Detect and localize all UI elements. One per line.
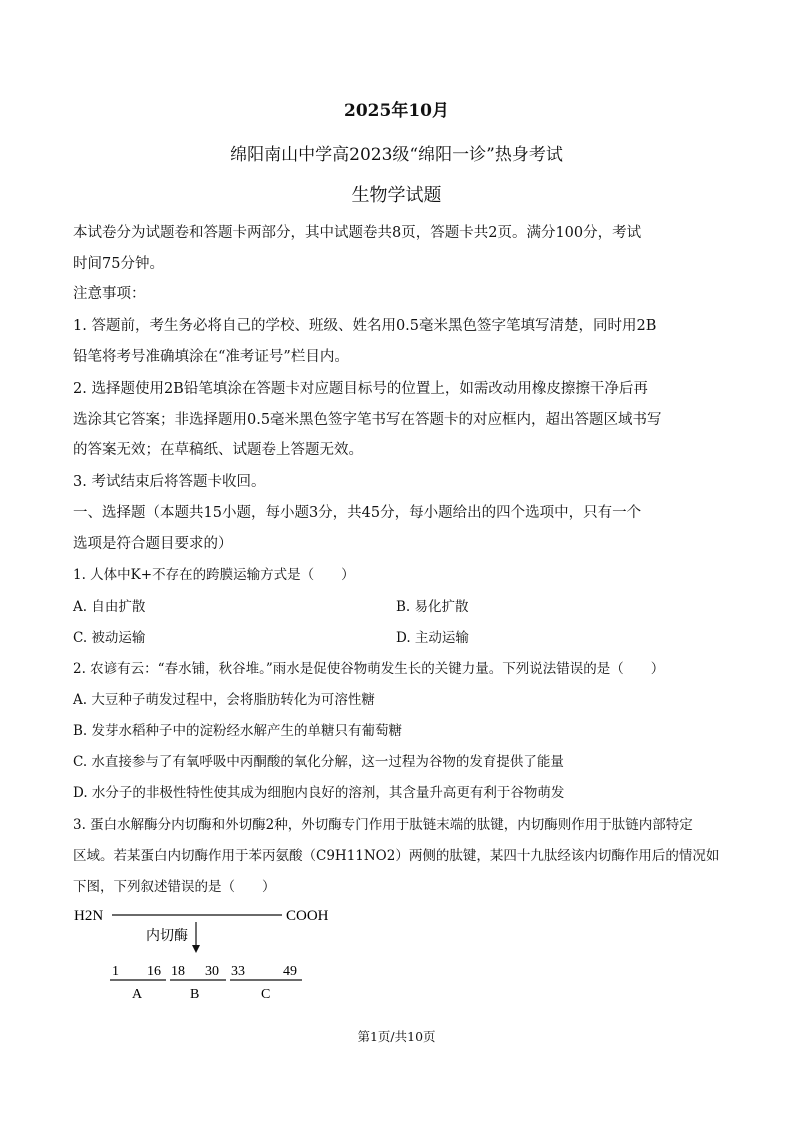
notes-title: 注意事项： [73, 286, 146, 302]
q2-option-b: B. 发芽水稻种子中的淀粉经水解产生的单糖只有葡萄糖 [73, 723, 403, 739]
peptide-diagram [70, 900, 370, 1010]
c-terminus-label: COOH [286, 908, 329, 924]
q1-option-b: B. 易化扩散 [396, 599, 469, 615]
segment-c-start: 33 [231, 964, 245, 979]
intro-line-1: 本试卷分为试题卷和答题卡两部分，其中试题卷共8页，答题卡共2页。满分100分，考试 [73, 225, 642, 241]
segment-b-label: B [190, 987, 200, 1002]
segment-a-label: A [132, 987, 143, 1002]
q3-line-1: 3. 蛋白水解酶分内切酶和外切酶2种，外切酶专门作用于肽链末端的肽键，内切酶则作用于肽链内部特定 [73, 817, 693, 833]
exam-title: 绵阳南山中学高2023级“绵阳一诊”热身考试 [230, 145, 563, 165]
q2-stem: 2. 农谚有云：“春水铺，秋谷堆。”雨水是促使谷物萌发生长的关键力量。下列说法错误的是（ ） [73, 661, 665, 677]
q1-stem: 1. 人体中K+不存在的跨膜运输方式是（ ） [73, 567, 355, 583]
q1-option-c: C. 被动运输 [73, 630, 146, 646]
intro-line-2: 时间75分钟。 [73, 256, 164, 272]
q2-option-a: A. 大豆种子萌发过程中，会将脂肪转化为可溶性糖 [73, 692, 375, 708]
q1-option-a: A. 自由扩散 [73, 599, 146, 615]
q3-line-2: 区域。若某蛋白内切酶作用于苯丙氨酸（C9H11NO2）两侧的肽键，某四十九肽经该内切酶作用后的情况如 [73, 848, 720, 864]
note-2-line-2: 选涂其它答案；非选择题用0.5毫米黑色签字笔书写在答题卡的对应框内，超出答题区域书写 [73, 412, 662, 428]
segment-b-start: 18 [171, 964, 185, 979]
section-1-line-1: 一、选择题（本题共15小题，每小题3分，共45分，每小题给出的四个选项中，只有一个 [73, 505, 642, 521]
note-2-line-3: 的答案无效；在草稿纸、试题卷上答题无效。 [73, 442, 363, 458]
page-footer: 第1页/共10页 [357, 1029, 436, 1044]
segment-b-end: 30 [205, 964, 219, 979]
cut-arrow-head [192, 945, 200, 953]
note-1-line-2: 铅笔将考号准确填涂在“准考证号”栏目内。 [73, 349, 349, 365]
segment-c-end: 49 [283, 964, 297, 979]
q1-option-d: D. 主动运输 [396, 630, 469, 646]
note-3: 3. 考试结束后将答题卡收回。 [73, 474, 266, 490]
exam-subject: 生物学试题 [351, 185, 442, 206]
q2-option-c: C. 水直接参与了有氧呼吸中丙酮酸的氧化分解，这一过程为谷物的发育提供了能量 [73, 754, 564, 770]
enzyme-label: 内切酶 [146, 929, 188, 944]
segment-a-end: 16 [147, 964, 161, 979]
n-terminus-label: H2N [74, 908, 104, 924]
note-2-line-1: 2. 选择题使用2B铅笔填涂在答题卡对应题目标号的位置上，如需改动用橡皮擦擦干净后再 [73, 381, 648, 397]
segment-c-label: C [261, 987, 271, 1002]
q2-option-d: D. 水分子的非极性特性使其成为细胞内良好的溶剂，其含量升高更有利于谷物萌发 [73, 785, 565, 801]
segment-a-start: 1 [112, 964, 119, 979]
section-1-line-2: 选项是符合题目要求的） [73, 536, 233, 552]
exam-date: 2025年10月 [344, 101, 449, 121]
q3-line-3: 下图，下列叙述错误的是（ ） [73, 879, 276, 895]
note-1-line-1: 1. 答题前，考生务必将自己的学校、班级、姓名用0.5毫米黑色签字笔填写清楚，同时用2B [73, 318, 657, 334]
